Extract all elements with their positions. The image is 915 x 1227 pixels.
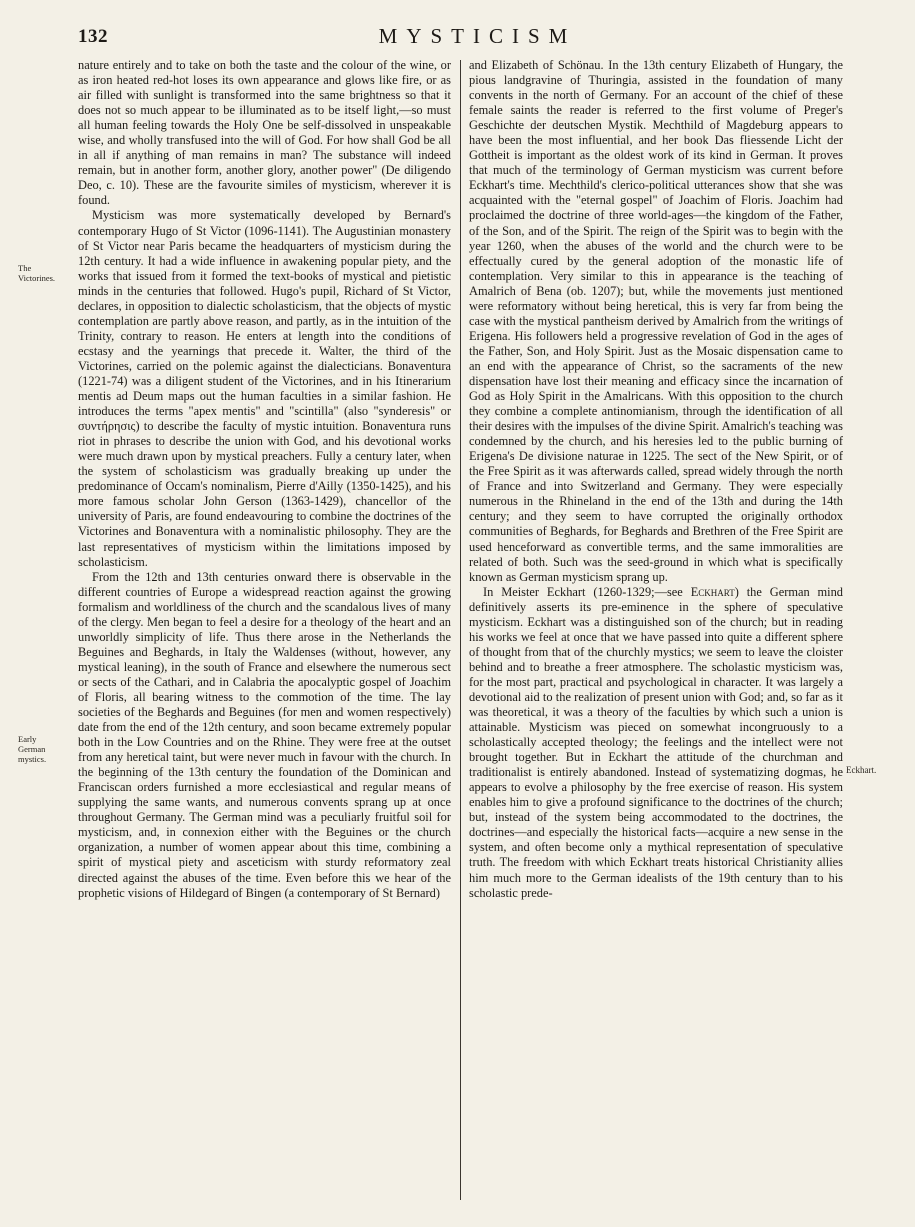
right-column — [469, 58, 843, 901]
column-divider — [460, 60, 461, 1200]
paragraph: Mysticism was more systematically developed by Bernard's contemporary Hugo of St Victor (1096-1141). The Augustinian monastery of St Victor near Paris became the headquarters of mysticism during the 12th century. It had a wide influence in awakening popular piety, and the works that issued from it formed the text-books of mystical and pietistic minds in the centuries that followed. Hugo's pupil, Richard of St Victor, declares, in opposition to dialectic scholasticism, that the objects of mystic contemplation are partly above reason, and partly, as in the intuition of the Trinity, contrary to reason. He enters at length into the conditions of ecstasy and the yearnings that precede it. Walter, the third of the Victorines, carried on the polemic against the dialecticians. Bonaventura (1221-74) was a diligent student of the Victorines, and in his Itinerarium mentis ad Deum maps out the human faculties in a similar fashion. He introduces the terms "apex mentis" and "scintilla" (also "synderesis" or συντήρησις) to describe the faculty of mystic intuition. Bonaventura runs riot in phrases to describe the union with God, and his devotional works were much drawn upon by mystical preachers. Fully a century later, when the system of scholasticism was gradually breaking up under the predominance of Occam's nominalism, Pierre d'Ailly (1350-1425), and his more famous scholar John Gerson (1363-1429), chancellor of the university of Paris, are found endeavouring to combine the doctrines of the Victorines and Bonaventura with a nominalistic philosophy. They are the last representatives of mysticism within the limitations imposed by scholasticism. — [78, 208, 451, 569]
paragraph: nature entirely and to take on both the taste and the colour of the wine, or as iron heated red-hot loses its own appearance and glows like fire, or as air filled with sunlight is transformed into the same brightness so that it does not so much appear to be illuminated as to be itself light,—so must all human feeling towards the Holy One be self-dissolved in unspeakable wise, and wholly transfused into the will of God. For how shall God be all in all if anything of man remains in man? The substance will indeed remain, but in another form, another glory, another power" (De diligendo Deo, c. 10). These are the favourite similes of mysticism, wherever it is found. — [78, 58, 451, 208]
page-number: 132 — [78, 26, 108, 47]
left-column — [78, 58, 451, 901]
paragraph: From the 12th and 13th centuries onward there is observable in the different countries of Europe a widespread reaction against the growing formalism and worldliness of the church and the scandalous lives of many of the clergy. Men began to feel a desire for a theology of the heart and an unworldly simplicity of life. Thus there arose in the Netherlands the Beguines and Beghards, in Italy the Waldenses (without, however, any mystical leaning), in the south of France and elsewhere the numerous sect or sects of the Cathari, and in Calabria the apocalyptic gospel of Joachim of Floris, all bearing witness to the commotion of the time. The lay societies of the Beghards and Beguines (for men and women respectively) date from the end of the 12th century, and soon became extremely popular both in the Low Countries and on the Rhine. They were free at the outset from any heretical taint, but were never much in favour with the church. In the beginning of the 13th century the foundation of the Dominican and Franciscan orders furnished a more ecclesiastical and regular means of supplying the same wants, and numerous convents sprang up at once throughout Germany. The German mind was a peculiarly fruitful soil for mysticism, and, in connexion either with the Beguines or the church organization, a number of women appear about this time, combining a spirit of mystical piety and asceticism with sturdy reformatory zeal directed against the abuses of the time. Even before this we hear of the prophetic visions of Hildegard of Bingen (a contemporary of St Bernard) — [78, 569, 451, 900]
paragraph: and Elizabeth of Schönau. In the 13th century Elizabeth of Hungary, the pious landgravine of Thuringia, assisted in the foundation of many convents in the north of Germany. For an account of the chief of these female saints the reader is referred to the first volume of Preger's Geschichte der deutschen Mystik. Mechthild of Magdeburg appears to have been the most influential, and her book Das fliessende Licht der Gottheit is important as the oldest work of its kind in German. It proves that much of the terminology of German mysticism was current before Eckhart's time. Mechthild's clerico-political utterances show that she was acquainted with the "eternal gospel" of Joachim of Floris. Joachim had proclaimed the doctrine of three world-ages—the kingdom of the Father, of the Son, and of the Spirit. The reign of the Spirit was to begin with the year 1260, when the abuses of the world and the church were to be effectually cured by the general adoption of the monastic life of contemplation. Very similar to this in appearance is the teaching of Amalrich of Bena (ob. 1207); but, while the movements just mentioned were reformatory without being heretical, this is very far from being the case with the mystical pantheism derived by Amalrich from the writings of Erigena. His followers held a progressive revelation of God in the ages of the Father, Son, and Holy Spirit. Just as the Mosaic dispensation came to an end with the appearance of Christ, so the sacraments of the new dispensation have lost their meaning and efficacy since the incarnation of God as Holy Spirit in the Amalricans. With this opposition to the church they combine a complete antinomianism, through the identification of all their desires with the impulses of the divine Spirit. Amalrich's teaching was condemned by the church, and his heresies led to the public burning of Erigena's De divisione naturae in 1225. The sect of the New Spirit, or of the Free Spirit as it was afterwards called, spread widely through the north of France and into Switzerland and Germany. They were especially numerous in the Rhineland in the end of the 13th and during the 14th century; and they seem to have corrupted the originally orthodox communities of Beghards, for Beghards and Brethren of the Free Spirit are used henceforward as convertible terms, and the same immoralities are related of both. Such was the seed-ground in which what is specifically known as German mysticism sprang up. — [469, 58, 843, 584]
paragraph-text: In Meister Eckhart (1260-1329;—see — [483, 584, 691, 599]
paragraph-text: ) the German mind definitively asserts its pre-eminence in the sphere of speculative mysticism. Eckhart was a distinguished son of the church; but in reading his works we feel at once that we have passed into quite a different sphere of thought from that of the churchly mystics; we seem to leave the cloister behind and to breathe a freer atmosphere. The scholastic mysticism was, for the most part, practical and psychological in character. It was largely a devotional aid to the realization of present union with God; and, so far as it was theoretical, it was a theory of the faculties by which such a union is attainable. Mysticism was pieced on somewhat incongruously to a scholastically accepted theology; the feelings and the intellect were not brought together. But in Eckhart the attitude of the churchman and traditionalist is entirely abandoned. Instead of systematizing dogmas, he appears to evolve a philosophy by the free exercise of reason. His system enables him to give a profound significance to the doctrines of the church; but, instead of the system being accommodated to the doctrines, the doctrines—and especially the historical facts—acquire a new sense in the system, and often become only a mythical representation of speculative truth. The freedom with which Eckhart treats historical Christianity allies him much more to the German idealists of the 19th century than to his scholastic prede- — [469, 584, 843, 900]
sidenote-early-german-mystics: Early German mystics. — [18, 734, 47, 764]
cross-reference-link[interactable]: Eckhart — [690, 584, 735, 599]
running-head: MYSTICISM — [378, 24, 577, 48]
paragraph-eckhart — [469, 585, 843, 901]
sidenote-victorines: The Victorines. — [18, 263, 56, 283]
sidenote-eckhart: Eckhart. — [846, 765, 877, 775]
